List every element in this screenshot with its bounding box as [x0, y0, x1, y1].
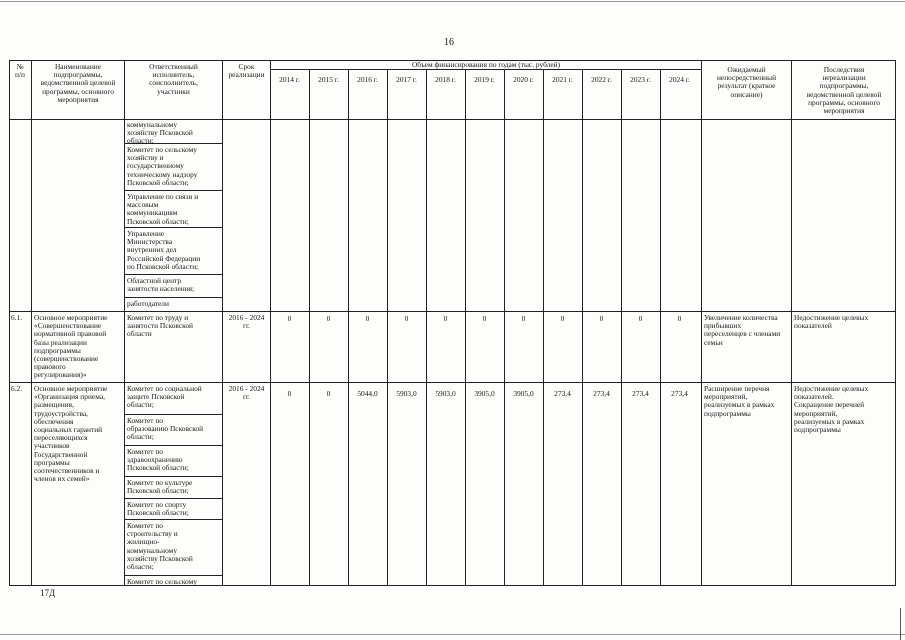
row-6-1-value-2024: 0 — [677, 314, 682, 323]
header-financing: Объем финансирования по годам (тыс. рублей) — [411, 60, 561, 69]
year-header-2014: 2014 г. — [279, 75, 300, 84]
year-header-2021: 2021 г. — [552, 75, 573, 84]
row-6-1-value-2017: 0 — [404, 314, 409, 323]
year-header-2018: 2018 г. — [435, 75, 456, 84]
row-6-1-participant-0: Комитет по труду и занятости Псковской области — [127, 313, 193, 339]
row-6-2-value-2020: 3905,0 — [513, 389, 534, 398]
row-6-2-participant-2: Комитет по здравоохранению Псковской области; — [127, 447, 189, 473]
year-header-2023: 2023 г. — [630, 75, 651, 84]
row-6-2-participant-1: Комитет по образованию Псковской области; — [127, 416, 204, 442]
row-6-1-value-2022: 0 — [599, 314, 604, 323]
row-6-1-result: Увеличение количества прибывших переселенцев с членами семьи — [704, 313, 781, 347]
year-header-2016: 2016 г. — [357, 75, 378, 84]
row-6-1-value-2021: 0 — [560, 314, 565, 323]
row-6-2-value-2021: 273,4 — [554, 389, 571, 398]
year-header-2015: 2015 г. — [318, 75, 339, 84]
header-num: № п/п — [15, 62, 25, 80]
row-6-2-value-2024: 273,4 — [671, 389, 688, 398]
year-header-2022: 2022 г. — [591, 75, 612, 84]
row-6-1-name: Основное мероприятие «Совершенствование нормативной правовой базы реализации подпрограммы (совершенствование правового регулирования)» — [34, 313, 108, 380]
header-executor: Ответственный исполнитель, соисполнитель, участники — [149, 62, 198, 96]
continuation-participant-2: Управление по связи и массовым коммуникациям Псковской области; — [127, 192, 199, 226]
scan-edge-right — [900, 608, 901, 640]
year-header-2019: 2019 г. — [474, 75, 495, 84]
row-6-1-consequences: Недостижение целевых показателей — [794, 313, 869, 331]
row-6-2-participant-6: Комитет по сельскому — [127, 577, 197, 586]
row-6-2-value-2022: 273,4 — [593, 389, 610, 398]
continuation-participant-4: Областной центр занятости населения; — [127, 276, 195, 294]
row-6-1-value-2014: 0 — [287, 314, 292, 323]
row-6-2-num: 6.2. — [11, 384, 23, 393]
row-6-1-value-2023: 0 — [638, 314, 643, 323]
row-6-2-consequences: Недостижение целевых показателей. Сокращение перечней мероприятий, реализуемых в рамках подпрограммы — [794, 384, 869, 435]
header-result: Ожидаемый непосредственный результат (краткое описание) — [716, 65, 777, 99]
row-6-2-value-2019: 3905,0 — [474, 389, 495, 398]
header-consequences: Последствия нереализации подпрограммы, ведомственной целевой программы, основного мероприятия — [806, 65, 882, 116]
row-6-2-value-2023: 273,4 — [632, 389, 649, 398]
scan-edge-bottom — [0, 634, 905, 635]
scan-edge-top — [0, 1, 905, 2]
continuation-participant-0: коммунальному хозяйству Псковской области; — [127, 120, 193, 146]
row-6-2-result: Расширение перечня мероприятий, реализуемых в рамках подпрограммы — [704, 384, 775, 418]
row-6-2-participant-5: Комитет по строительству и жилищно- коммунальному хозяйству Псковской области; — [127, 521, 193, 572]
row-6-2-participant-0: Комитет по социальной защите Псковской области; — [127, 384, 202, 410]
header-term: Срок реализации — [228, 62, 265, 80]
row-6-1-value-2015: 0 — [326, 314, 331, 323]
row-6-2-value-2018: 5903,0 — [435, 389, 456, 398]
page-number: 16 — [444, 37, 454, 48]
row-6-1-value-2018: 0 — [443, 314, 448, 323]
continuation-participant-5: работодатели — [127, 299, 169, 308]
row-6-2-participant-3: Комитет по культуре Псковской области; — [127, 478, 193, 496]
row-6-1-value-2016: 0 — [365, 314, 370, 323]
row-6-1-num: 6.1. — [11, 313, 23, 322]
year-header-2024: 2024 г. — [669, 75, 690, 84]
row-6-2-value-2014: 0 — [287, 389, 292, 398]
header-name: Наименование подпрограммы, ведомственной целевой программы, основного мероприятия — [40, 62, 116, 104]
row-6-1-value-2020: 0 — [521, 314, 526, 323]
row-6-2-term: 2016 - 2024 гг. — [228, 384, 265, 402]
row-6-2-value-2016: 5044,0 — [357, 389, 378, 398]
row-6-2-participant-4: Комитет по спорту Псковской области; — [127, 500, 189, 518]
continuation-participant-3: Управление Министерства внутренних дел Российской Федерации по Псковской области; — [127, 229, 201, 271]
row-6-2-name: Основное мероприятие «Организация приема, размещения, трудоустройства, обеспечения социальных гарантий переселяющихся участников Государственной программы соотечественников и членов их семей» — [34, 384, 108, 484]
row-6-1-value-2019: 0 — [482, 314, 487, 323]
year-header-2017: 2017 г. — [396, 75, 417, 84]
row-6-1-term: 2016 - 2024 гг. — [228, 313, 265, 331]
row-6-2-value-2017: 5903,0 — [396, 389, 417, 398]
continuation-participant-1: Комитет по сельскому хозяйству и государственному техническому надзору Псковской области; — [127, 145, 198, 187]
year-header-2020: 2020 г. — [513, 75, 534, 84]
row-6-2-value-2015: 0 — [326, 389, 331, 398]
program-table — [9, 60, 896, 586]
footer-code: 17Д — [40, 588, 56, 598]
